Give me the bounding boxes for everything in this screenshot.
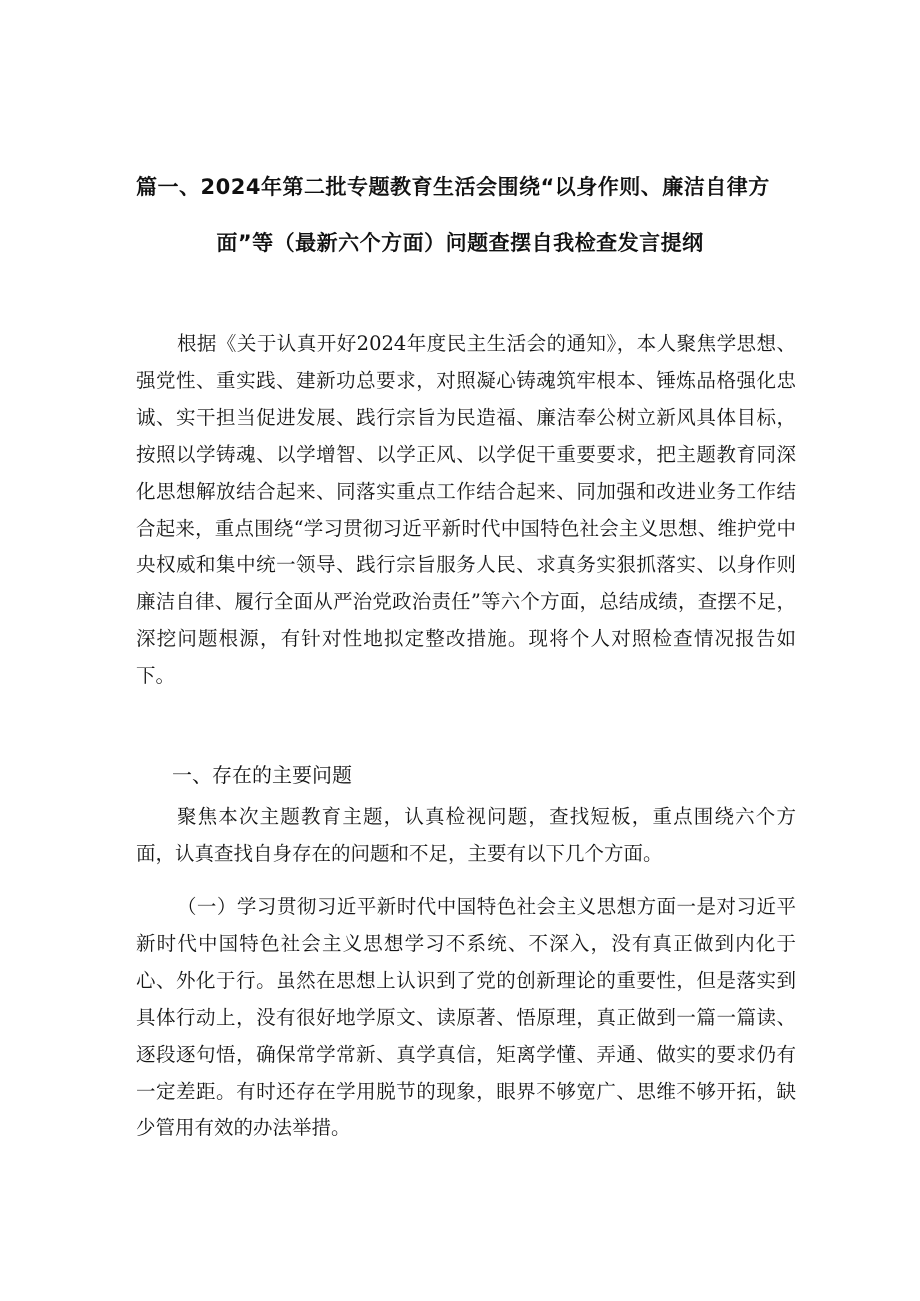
- section-intro: [136, 799, 796, 873]
- intro-section: [136, 326, 796, 695]
- document-title-line-2: 面”等（最新六个方面）问题查摆自我检查发言提纲: [216, 231, 704, 255]
- section-intro-paragraph: 聚焦本次主题教育主题，认真检视问题，查找短板，重点围绕六个方面，认真查找自身存在的问题和不足，主要有以下几个方面。: [136, 805, 796, 865]
- document-title-line-1: 篇一、2024年第二批专题教育生活会围绕“以身作则、廉洁自律方: [136, 175, 770, 199]
- intro-paragraph: 根据《关于认真开好2024年度民主生活会的通知》，本人聚焦学思想、强党性、重实践、建新功总要求，对照凝心铸魂筑牢根本、锤炼品格强化忠诚、实干担当促进发展、践行宗旨为民造福、廉洁奉公树立新风具体目标，按照以学铸魂、以学增智、以学正风、以学促干重要要求，把主题教育同深化思想解放结合起来、同落实重点工作结合起来、同加强和改进业务工作结合起来，重点围绕“学习贯彻习近平新时代中国特色社会主义思想、维护党中央权威和集中统一领导、践行宗旨服务人民、求真务实狠抓落实、以身作则廉洁自律、履行全面从严治党政治责任”等六个方面，总结成绩，查摆不足，深挖问题根源，有针对性地拟定整改措施。现将个人对照检查情况报告如下。: [136, 332, 796, 688]
- item-1-paragraph: （一）学习贯彻习近平新时代中国特色社会主义思想方面一是对习近平新时代中国特色社会主义思想学习不系统、不深入，没有真正做到内化于心、外化于行。虽然在思想上认识到了党的创新理论的重要性，但是落实到具体行动上，没有很好地学原文、读原著、悟原理，真正做到一篇一篇读、逐段逐句悟，确保常学常新、真学真信，矩离学懂、弄通、做实的要求仍有一定差距。有时还存在学用脱节的现象，眼界不够宽广、思维不够开拓，缺少管用有效的办法举措。: [136, 895, 796, 1140]
- section-heading-main-problems: 一、存在的主要问题: [172, 763, 352, 787]
- item-1-section: [136, 889, 796, 1147]
